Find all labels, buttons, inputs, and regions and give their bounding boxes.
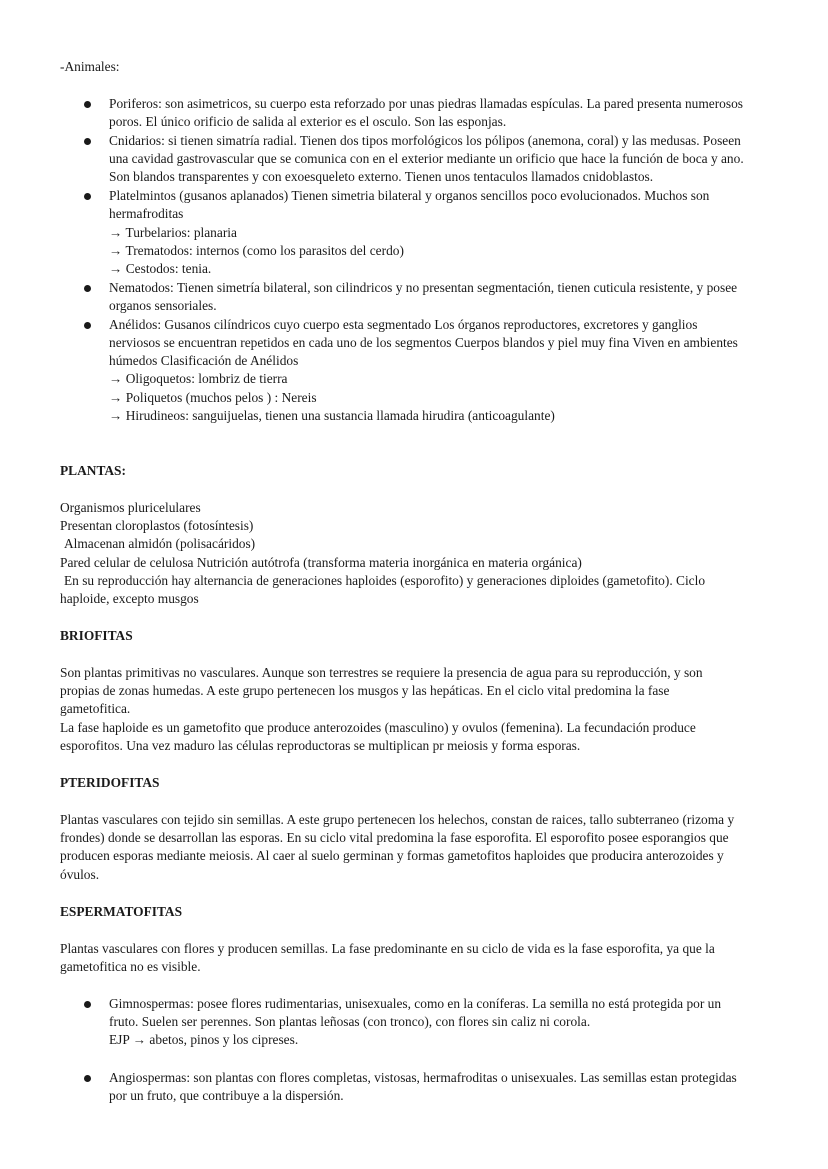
list-item-line: EJP → abetos, pinos y los cipreses. [109, 1032, 299, 1047]
text-line: La fase haploide es un gametofito que produce anterozoides (masculino) y ovulos (femenina). La fecundación produce [60, 720, 696, 735]
list-item-line: por un fruto, que contribuye a la dispersión. [109, 1088, 344, 1103]
bullet-icon [84, 285, 91, 292]
list-item-line: → Turbelarios: planaria [109, 225, 237, 240]
bullet-icon [84, 1075, 91, 1082]
section-heading-pteridofitas: PTERIDOFITAS [60, 775, 160, 790]
text-line: Pared celular de celulosa Nutrición autótrofa (transforma materia inorgánica en materia orgánica) [60, 555, 582, 570]
list-item-line: húmedos Clasificación de Anélidos [109, 353, 299, 368]
bullet-icon [84, 1001, 91, 1008]
list-item-line: Angiospermas: son plantas con flores completas, vistosas, hermafroditas o unisexuales. Las semillas estan protegidas [109, 1070, 737, 1085]
list-item-line: hermafroditas [109, 206, 184, 221]
section-heading-espermatofitas: ESPERMATOFITAS [60, 904, 183, 919]
list-item-line: → Cestodos: tenia. [109, 261, 212, 276]
section-heading-plantas: PLANTAS: [60, 463, 126, 478]
list-item-line: → Hirudineos: sanguijuelas, tienen una sustancia llamada hirudira (anticoagulante) [109, 408, 555, 423]
list-item-line: → Oligoquetos: lombriz de tierra [109, 371, 288, 386]
animales-title: -Animales: [60, 59, 120, 74]
bullet-icon [84, 322, 91, 329]
text-line: haploide, excepto musgos [60, 591, 199, 606]
list-item-line: Platelmintos (gusanos aplanados) Tienen simetria bilateral y organos sencillos poco evolucionados. Muchos son [109, 188, 710, 203]
text-line: Organismos pluricelulares [60, 500, 201, 515]
list-item-line: Son blandos transparentes y con exoesqueleto externo. Tienen unos tentaculos llamados cnidoblastos. [109, 169, 654, 184]
text-line: frondes) donde se desarrollan las esporas. En su ciclo vital predomina la fase esporofita. El esporofito posee esporangios que [60, 830, 729, 845]
list-item-line: Nematodos: Tienen simetría bilateral, son cilindricos y no presentan segmentación, tienen cuticula resistente, y posee [109, 280, 738, 295]
text-line: gametofitica no es visible. [60, 959, 201, 974]
section-heading-briofitas: BRIOFITAS [60, 628, 133, 643]
text-line: Presentan cloroplastos (fotosíntesis) [60, 518, 254, 533]
list-item-line: fruto. Suelen ser perennes. Son plantas leñosas (con tronco), con flores sin caliz ni corola. [109, 1014, 591, 1029]
list-item-line: Anélidos: Gusanos cilíndricos cuyo cuerpo esta segmentado Los órganos reproductores, excretores y ganglios [109, 317, 698, 332]
text-line: Plantas vasculares con tejido sin semillas. A este grupo pertenecen los helechos, constan de raices, tallo subterraneo (rizoma y [60, 812, 735, 827]
bullet-icon [84, 101, 91, 108]
list-item-line: Poriferos: son asimetricos, su cuerpo esta reforzado por unas piedras llamadas espículas. La pared presenta numerosos [109, 96, 743, 111]
text-line: esporofitos. Una vez maduro las células reproductoras se multiplican pr meiosis y forma esporas. [60, 738, 581, 753]
list-item-line: organos sensoriales. [109, 298, 217, 313]
bullet-icon [84, 138, 91, 145]
list-item-line: → Trematodos: internos (como los parasitos del cerdo) [109, 243, 404, 258]
text-line: óvulos. [60, 867, 100, 882]
text-line: propias de zonas humedas. A este grupo pertenecen los musgos y las hepáticas. En el ciclo vital predomina la fase [60, 683, 670, 698]
list-item-line: poros. El único orificio de salida al exterior es el osculo. Son las esponjas. [109, 114, 507, 129]
text-line: Son plantas primitivas no vasculares. Aunque son terrestres se requiere la presencia de agua para su reproducción, y son [60, 665, 703, 680]
list-item-line: Gimnospermas: posee flores rudimentarias, unisexuales, como en la coníferas. La semilla no está protegida por un [109, 996, 722, 1011]
text-line: Almacenan almidón (polisacáridos) [64, 536, 256, 551]
list-item-line: Cnidarios: si tienen simatría radial. Tienen dos tipos morfológicos los pólipos (anemona, coral) y las medusas. Poseen [109, 133, 741, 148]
list-item-line: nerviosos se encuentran repetidos en cada uno de los segmentos Cuerpos blandos y piel muy fina Viven en ambientes [109, 335, 738, 350]
list-item-line: una cavidad gastrovascular que se comunica con en el exterior mediante un orificio que hace la función de boca y ano. [109, 151, 744, 166]
text-line: En su reproducción hay alternancia de generaciones haploides (esporofito) y generaciones diploides (gametofito). Ciclo [64, 573, 706, 588]
bullet-icon [84, 193, 91, 200]
text-line: Plantas vasculares con flores y producen semillas. La fase predominante en su ciclo de vida es la fase esporofita, ya que la [60, 941, 715, 956]
list-item-line: → Poliquetos (muchos pelos ) : Nereis [109, 390, 317, 405]
text-line: producen esporas mediante meiosis. Al caer al suelo germinan y formas gametofitos haploides que producira anterozoides y [60, 848, 724, 863]
text-line: gametofitica. [60, 701, 131, 716]
